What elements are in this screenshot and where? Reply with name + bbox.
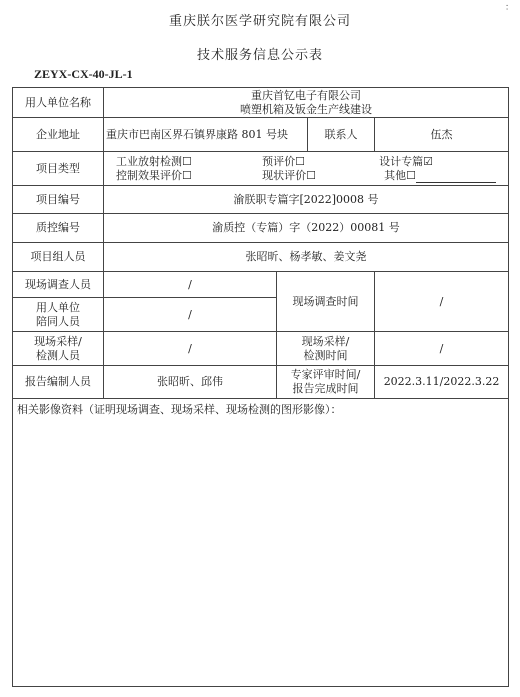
- document-number: ZEYX-CX-40-JL-1: [34, 67, 133, 81]
- row-type: [13, 152, 509, 186]
- report-staff-label: 报告编制人员: [13, 366, 104, 399]
- sampling-time-value: /: [375, 332, 509, 366]
- project-no-value: 渝朕职专篇字[2022]0008 号: [104, 186, 509, 214]
- row-address: [13, 118, 509, 152]
- client-name: 重庆首钇电子有限公司: [251, 88, 362, 102]
- row-client: [13, 88, 509, 118]
- sampling-time-label: [277, 332, 375, 366]
- type-label: 项目类型: [13, 152, 104, 186]
- corner-mark: ：: [504, 3, 514, 13]
- escort-label-line1: 用人单位: [36, 300, 80, 314]
- row-project-no: [13, 186, 509, 214]
- escort-label-line2: 陪同人员: [36, 314, 80, 328]
- form-title: 技术服务信息公示表: [196, 48, 323, 63]
- sampling-staff-label-line1: 现场采样/: [34, 334, 82, 348]
- escort-value: /: [104, 298, 277, 332]
- photo-section: 相关影像资料（证明现场调查、现场采样、现场检测的图形影像）：: [13, 399, 509, 687]
- type-option-pre-evaluation[interactable]: 预评价☐: [262, 154, 306, 168]
- contact-value: 伍杰: [375, 118, 509, 152]
- report-staff-value: 张昭昕、邱伟: [104, 366, 277, 399]
- type-option-industrial-radiation[interactable]: 工业放射检测☐: [116, 154, 192, 168]
- sampling-staff-value: /: [104, 332, 277, 366]
- review-label-line1: 专家评审时间/: [290, 368, 361, 381]
- row-survey: [13, 272, 509, 298]
- client-label: 用人单位名称: [13, 88, 104, 118]
- type-option-other[interactable]: [379, 169, 496, 183]
- review-value: 2022.3.11/2022.3.22: [375, 366, 509, 399]
- sampling-staff-label: [13, 332, 104, 366]
- team-label: 项目组人员: [13, 243, 104, 272]
- contact-label: 联系人: [308, 118, 375, 152]
- review-label: [277, 366, 375, 399]
- type-option-status-evaluation[interactable]: 现状评价☐: [262, 168, 317, 182]
- type-option-design[interactable]: 设计专篇☑: [379, 154, 433, 168]
- review-label-line2: 报告完成时间: [292, 382, 359, 395]
- other-blank-line: [416, 172, 496, 183]
- sampling-time-label-line2: 检测时间: [303, 348, 348, 362]
- row-team: [13, 243, 509, 272]
- survey-time-value: /: [375, 272, 509, 332]
- address-label: 企业地址: [13, 118, 104, 152]
- row-qc-no: [13, 214, 509, 243]
- client-project: 喷塑机箱及钣金生产线建设: [240, 102, 373, 116]
- sampling-time-label-line1: 现场采样/: [301, 334, 350, 348]
- qc-no-label: 质控编号: [13, 214, 104, 243]
- client-value: [104, 88, 509, 118]
- type-options: [104, 152, 509, 186]
- survey-time-label: 现场调查时间: [277, 272, 375, 332]
- qc-no-value: 渝质控（专篇）字（2022）00081 号: [104, 214, 509, 243]
- escort-label: [13, 298, 104, 332]
- type-option-control-effect[interactable]: 控制效果评价☐: [116, 168, 192, 182]
- row-photos: [13, 399, 509, 687]
- row-report: [13, 366, 509, 399]
- company-title: 重庆朕尔医学研究院有限公司: [168, 14, 351, 29]
- info-table: [12, 87, 509, 687]
- survey-staff-value: /: [104, 272, 277, 298]
- type-option-other-label: 其他☐: [384, 168, 417, 182]
- team-value: 张昭昕、杨孝敏、姜文尧: [104, 243, 509, 272]
- row-sampling: [13, 332, 509, 366]
- sampling-staff-label-line2: 检测人员: [36, 348, 80, 362]
- survey-staff-label: 现场调查人员: [13, 272, 104, 298]
- project-no-label: 项目编号: [13, 186, 104, 214]
- address-value: 重庆市巴南区界石镇界康路 801 号块: [104, 118, 308, 152]
